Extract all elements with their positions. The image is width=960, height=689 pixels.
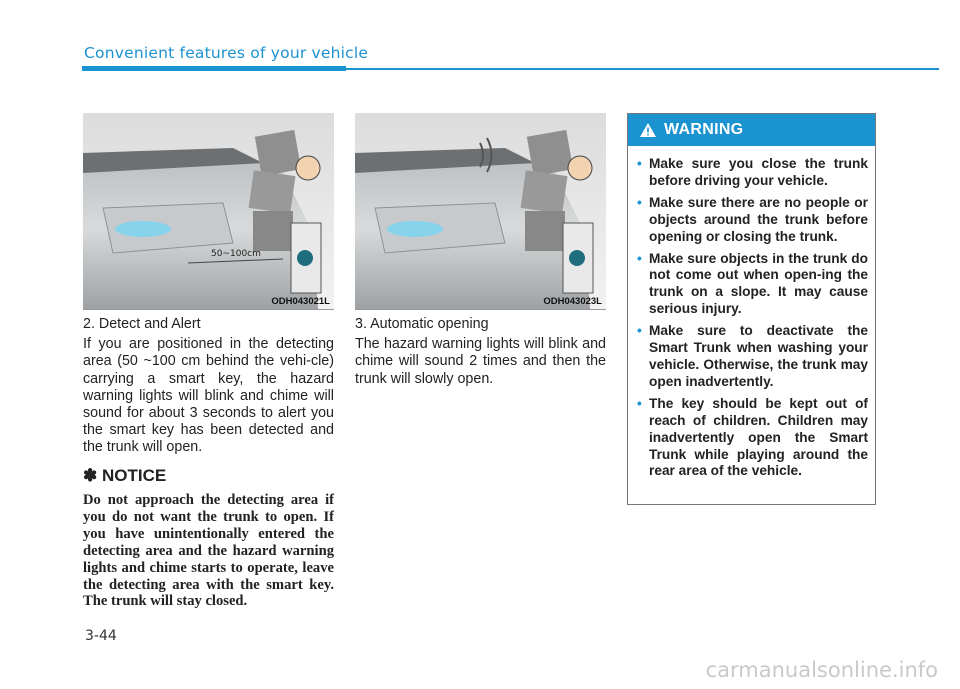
- warning-triangle-icon: [640, 123, 656, 137]
- box-icon: [527, 130, 573, 176]
- header-bar-thin: [346, 68, 939, 70]
- hazard-light: [387, 221, 443, 237]
- figure-code: ODH043023L: [543, 296, 602, 307]
- warning-item: • Make sure objects in the trunk do not come out when open-ing the trunk on a slope. It may cause serious injury.: [637, 250, 868, 317]
- subheading-automatic-opening: 3. Automatic opening: [355, 316, 489, 332]
- left-column: [83, 316, 334, 467]
- person-icon: [296, 156, 320, 180]
- warning-item: • Make sure you close the trunk before driving your vehicle.: [637, 156, 868, 188]
- warning-header: [628, 114, 875, 146]
- hazard-light: [115, 221, 171, 237]
- header-bar-thick: [82, 66, 346, 71]
- distance-label: 50~100cm: [211, 249, 261, 259]
- car-illustration-2: [355, 113, 606, 309]
- smart-key-signal-icon: [569, 250, 585, 266]
- smart-key-signal-icon: [297, 250, 313, 266]
- page-number: 3-44: [85, 628, 117, 644]
- figure-divider: [355, 309, 606, 310]
- middle-column: [355, 316, 606, 398]
- notice-title: ✽ NOTICE: [83, 466, 167, 485]
- figure-divider: [83, 309, 334, 310]
- automatic-opening-body: The hazard warning lights will blink and chime will sound 2 times and then the trunk will slowly open.: [355, 336, 606, 387]
- warning-item: • The key should be kept out of reach of children. Children may inadvertently open the Smart Trunk while playing around the rear area of the vehicle.: [637, 395, 868, 479]
- figure-automatic-opening: [355, 113, 606, 309]
- box-icon: [255, 130, 301, 176]
- person-icon: [568, 156, 592, 180]
- warning-title: WARNING: [664, 121, 744, 138]
- figure-detect-alert: [83, 113, 334, 309]
- warning-list: [628, 146, 875, 480]
- warning-box: [627, 113, 876, 505]
- car-illustration-1: [83, 113, 334, 309]
- notice-body: Do not approach the detecting area if you do not want the trunk to open. If you have unintentionally entered the detecting area and the hazard warning lights and chime starts to operate, leave the detecting area with the smart key. The trunk will stay closed.: [83, 492, 334, 610]
- watermark: carmanualsonline.info: [705, 658, 938, 682]
- detect-alert-body: If you are positioned in the detecting area (50 ~100 cm behind the vehi-cle) carrying a smart key, the hazard warning lights will blink and chime will sound for about 3 seconds to alert you the smart key has been detected and the trunk will open.: [83, 336, 334, 456]
- section-title: Convenient features of your vehicle: [84, 44, 369, 62]
- figure-code: ODH043021L: [271, 296, 330, 307]
- warning-item: • Make sure to deactivate the Smart Trunk when washing your vehicle. Otherwise, the trunk may open inadvertently.: [637, 323, 868, 389]
- subheading-detect-alert: 2. Detect and Alert: [83, 316, 201, 332]
- warning-item: • Make sure there are no people or objects around the trunk before opening or closing the trunk.: [637, 194, 868, 244]
